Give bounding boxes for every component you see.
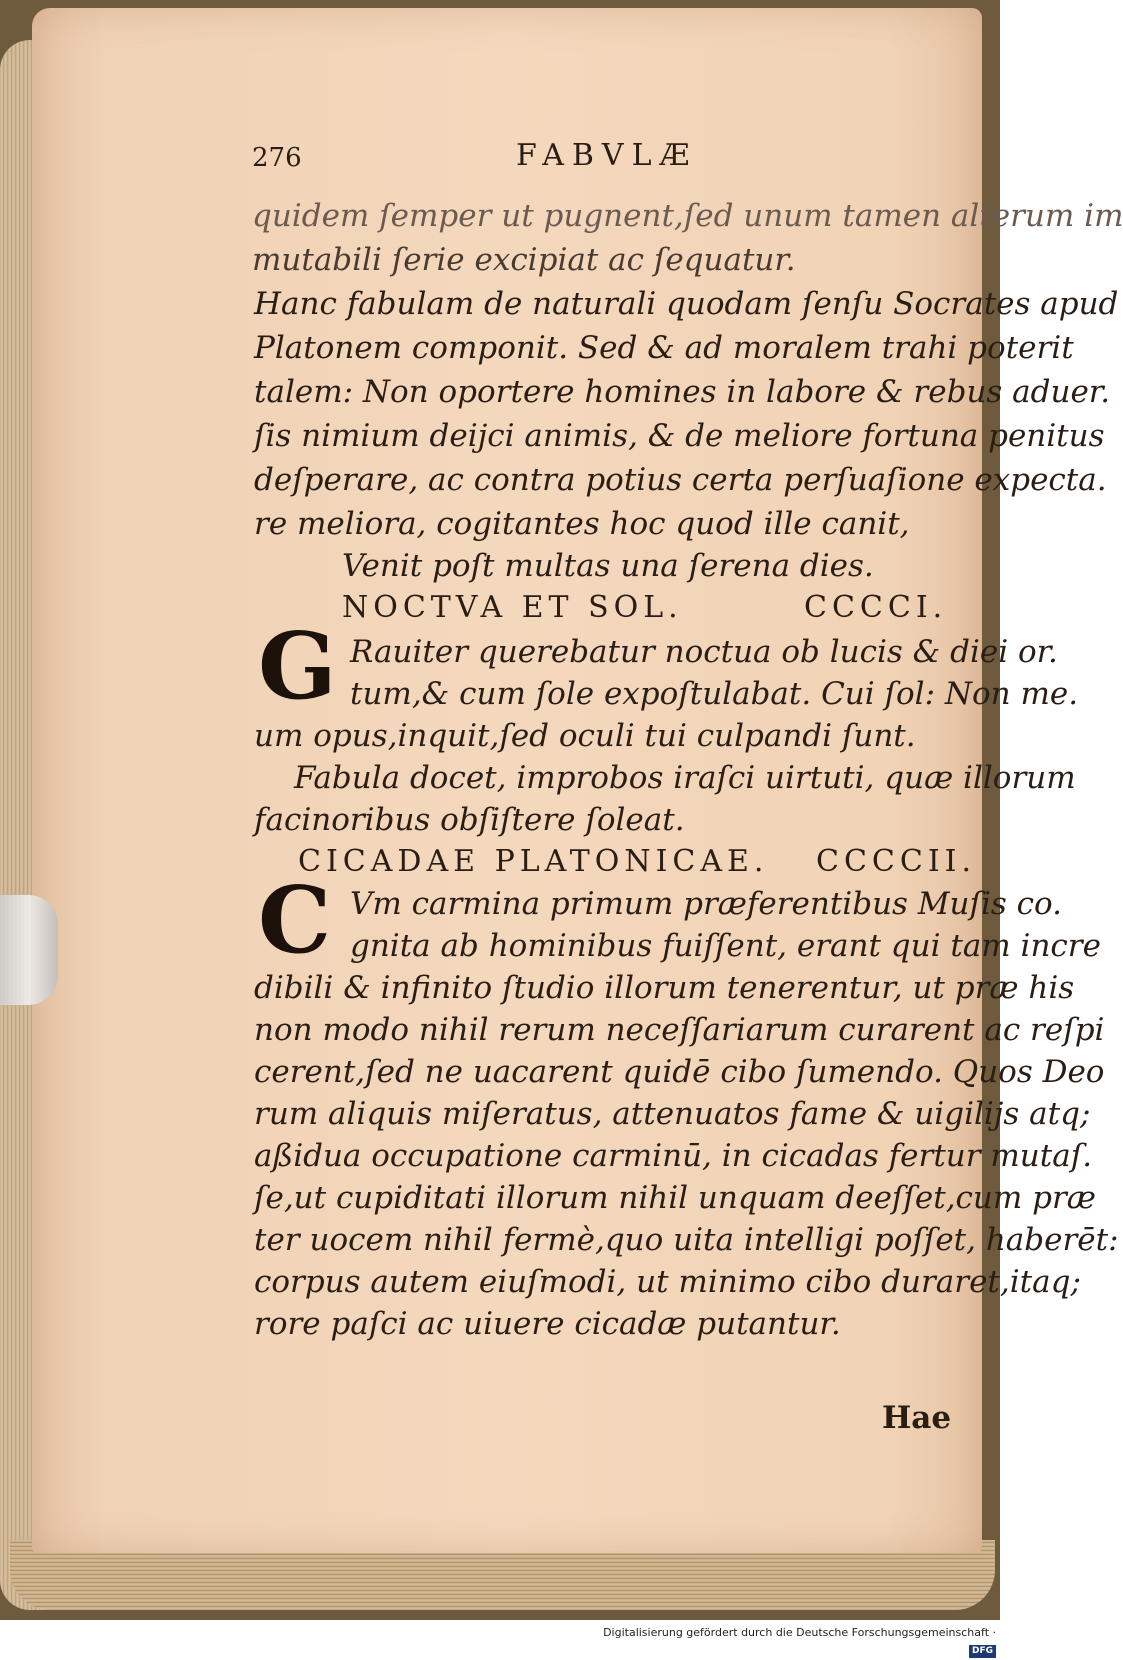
text-line: re meliora, cogitantes hoc quod ille canit, — [254, 506, 910, 542]
text-line: talem: Non oportere homines in labore & rebus aduer. — [254, 374, 1111, 410]
fable-number: CCCCI. — [804, 590, 948, 625]
text-line: aßidua occupatione carminū, in cicadas fertur mutaſ. — [254, 1138, 1093, 1174]
running-title: FABVLÆ — [516, 138, 698, 173]
page-text — [32, 8, 1123, 1553]
text-line: mutabili ſerie excipiat ac ſequatur. — [252, 242, 796, 278]
fable-number: CCCCII. — [816, 844, 977, 879]
page — [32, 8, 1123, 1553]
text-line: cerent,ſed ne uacarent quidē cibo ſumendo. Quos Deo — [254, 1054, 1105, 1090]
fable-title: CICADAE PLATONICAE. — [298, 844, 769, 879]
page-clip — [0, 895, 58, 1005]
text-line: ſe,ut cupiditati illorum nihil unquam deeſſet,cum præ — [254, 1180, 1096, 1216]
text-line: um opus,inquit,ſed oculi tui culpandi ſunt. — [254, 718, 916, 754]
drop-cap: G — [258, 612, 337, 720]
text-line: rore paſci ac uiuere cicadæ putantur. — [254, 1306, 841, 1342]
text-line: deſperare, ac contra potius certa perſuaſione expecta. — [254, 462, 1107, 498]
page-number: 276 — [252, 143, 302, 173]
drop-cap: C — [258, 866, 332, 974]
text-line: Platonem componit. Sed & ad moralem trahi poterit — [254, 330, 1074, 366]
moral-line: facinoribus obſiſtere ſoleat. — [254, 802, 685, 838]
catchword: Hae — [882, 1400, 952, 1436]
fable-title: NOCTVA ET SOL. — [342, 590, 683, 625]
text-line: dibili & infinito ſtudio illorum tenerentur, ut præ his — [254, 970, 1075, 1006]
text-line: Hanc fabulam de naturali quodam ſenſu Socrates apud — [254, 286, 1119, 322]
verse-line: Venit poſt multas una ſerena dies. — [342, 548, 874, 584]
footer-text: Digitalisierung gefördert durch die Deutsche Forschungsgemeinschaft · — [603, 1626, 996, 1639]
text-line: tum,& cum ſole expoſtulabat. Cui ſol: Non me. — [350, 676, 1079, 712]
text-line: Vm carmina primum præferentibus Muſis co. — [350, 886, 1062, 922]
text-line: ſis nimium deijci animis, & de meliore fortuna penitus — [254, 418, 1105, 454]
dfg-logo: DFG — [969, 1645, 996, 1658]
moral-line: Fabula docet, improbos iraſci uirtuti, quæ illorum — [294, 760, 1076, 796]
text-line: non modo nihil rerum neceſſariarum curarent ac reſpi — [254, 1012, 1105, 1048]
digitization-footer — [580, 1624, 1000, 1656]
text-line: rum aliquis miſeratus, attenuatos fame & uigilijs atq; — [254, 1096, 1091, 1132]
text-line: gnita ab hominibus fuiſſent, erant qui tam incre — [350, 928, 1101, 964]
text-line: quidem ſemper ut pugnent,ſed unum tamen alterum im — [252, 198, 1123, 234]
text-line: ter uocem nihil fermè,quo uita intelligi poſſet, haberēt: — [254, 1222, 1119, 1258]
text-line: Rauiter querebatur noctua ob lucis & diei or. — [350, 634, 1058, 670]
text-line: corpus autem eiuſmodi, ut minimo cibo duraret,itaq; — [254, 1264, 1081, 1300]
